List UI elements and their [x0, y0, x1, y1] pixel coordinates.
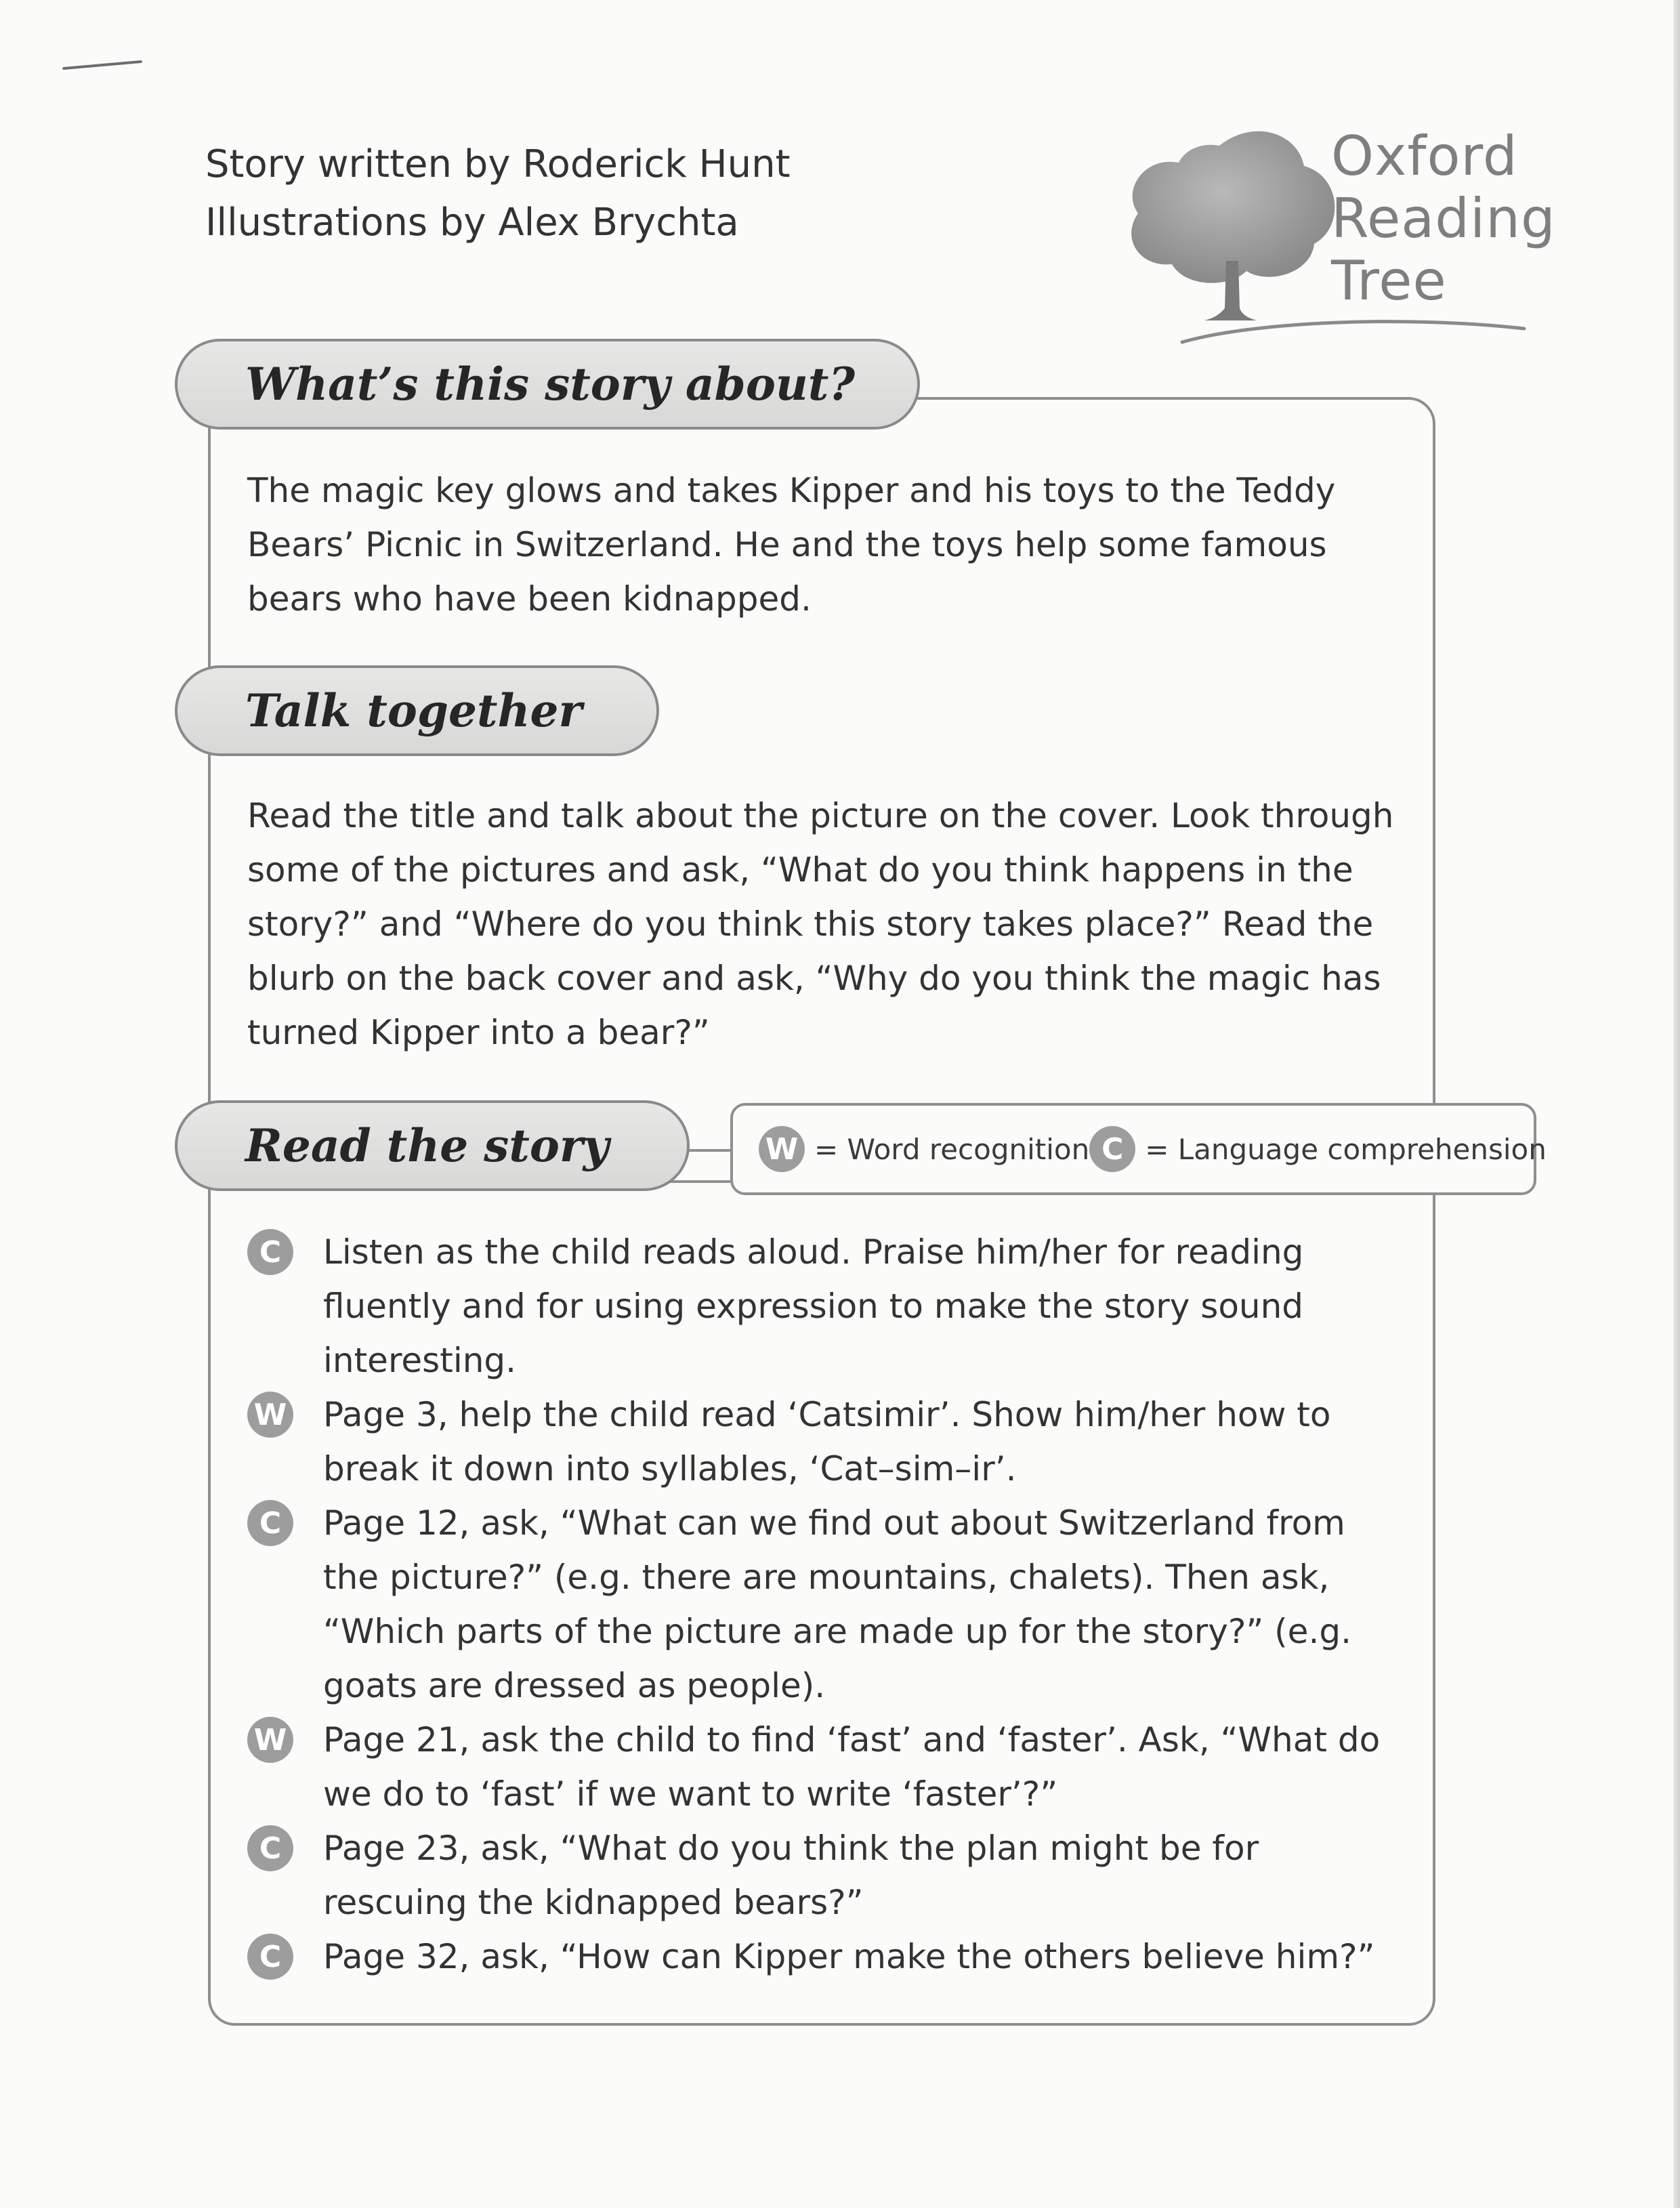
list-item-line: rescuing the kidnapped bears?”	[323, 1883, 864, 1922]
about-paragraph	[247, 463, 1335, 626]
word-recognition-label: = Word recognition	[814, 1132, 1090, 1166]
list-item-line: Page 23, ask, “What do you think the plan might be for	[323, 1829, 1259, 1868]
oxford-reading-tree-logo	[1118, 119, 1556, 362]
list-item-line: fluently and for using expression to make the story sound	[323, 1287, 1304, 1326]
comprehension-badge: C	[247, 1229, 293, 1275]
talk-line: story?” and “Where do you think this story takes place?” Read the	[247, 904, 1374, 944]
about-line: bears who have been kidnapped.	[247, 579, 812, 619]
pen-mark	[62, 60, 142, 70]
list-item-line: Page 32, ask, “How can Kipper make the others believe him?”	[323, 1937, 1375, 1976]
page-edge	[1673, 0, 1680, 2208]
logo-line-reading: Reading	[1331, 187, 1556, 250]
list-item-line: Listen as the child reads aloud. Praise him/her for reading	[323, 1232, 1304, 1272]
list-item-line: we do to ‘fast’ if we want to write ‘faster’?”	[323, 1774, 1058, 1814]
logo-line-oxford: Oxford	[1331, 125, 1518, 188]
logo-wordmark	[1331, 125, 1556, 312]
comprehension-badge: C	[247, 1825, 293, 1871]
section-heading-talk	[175, 665, 659, 756]
list-item-line: interesting.	[323, 1341, 517, 1380]
section-heading-about	[175, 339, 920, 430]
about-line: Bears’ Picnic in Switzerland. He and the toys help some famous	[247, 525, 1327, 564]
comprehension-badge: C	[247, 1934, 293, 1980]
language-comprehension-badge: C	[1089, 1126, 1135, 1172]
talk-line: Read the title and talk about the picture on the cover. Look through	[247, 796, 1394, 835]
language-comprehension-label: = Language comprehension	[1145, 1132, 1547, 1166]
logo-line-tree: Tree	[1331, 249, 1447, 312]
list-item-line: break it down into syllables, ‘Cat–sim–ir’.	[323, 1449, 1017, 1488]
list-item-line: Page 12, ask, “What can we find out about Switzerland from	[323, 1503, 1345, 1543]
word-badge: W	[247, 1717, 293, 1763]
section-heading-read-text: Read the story	[245, 1119, 609, 1172]
list-item-line: goats are dressed as people).	[323, 1666, 826, 1705]
talk-line: turned Kipper into a bear?”	[247, 1013, 710, 1052]
word-badge: W	[247, 1392, 293, 1438]
illustrator-credit: Illustrations by Alex Brychta	[205, 201, 739, 245]
author-credit: Story written by Roderick Hunt	[205, 142, 791, 186]
badge-legend	[730, 1103, 1547, 1195]
talk-paragraph	[247, 789, 1393, 1060]
comprehension-badge: C	[247, 1500, 293, 1546]
word-recognition-badge: W	[759, 1126, 805, 1172]
list-item-line: “Which parts of the picture are made up for the story?” (e.g.	[323, 1612, 1351, 1651]
list-item-line: Page 3, help the child read ‘Catsimir’. Show him/her how to	[323, 1395, 1331, 1434]
section-heading-about-text: What’s this story about?	[245, 358, 855, 411]
section-heading-talk-text: Talk together	[245, 684, 583, 737]
talk-line: some of the pictures and ask, “What do you think happens in the	[247, 850, 1353, 890]
about-line: The magic key glows and takes Kipper and his toys to the Teddy	[247, 471, 1336, 510]
list-item-line: Page 21, ask the child to find ‘fast’ and ‘faster’. Ask, “What do	[323, 1720, 1381, 1759]
section-heading-read	[175, 1100, 690, 1191]
credits	[205, 136, 791, 252]
talk-line: blurb on the back cover and ask, “Why do you think the magic has	[247, 959, 1381, 998]
list-item-line: the picture?” (e.g. there are mountains, chalets). Then ask,	[323, 1558, 1330, 1597]
